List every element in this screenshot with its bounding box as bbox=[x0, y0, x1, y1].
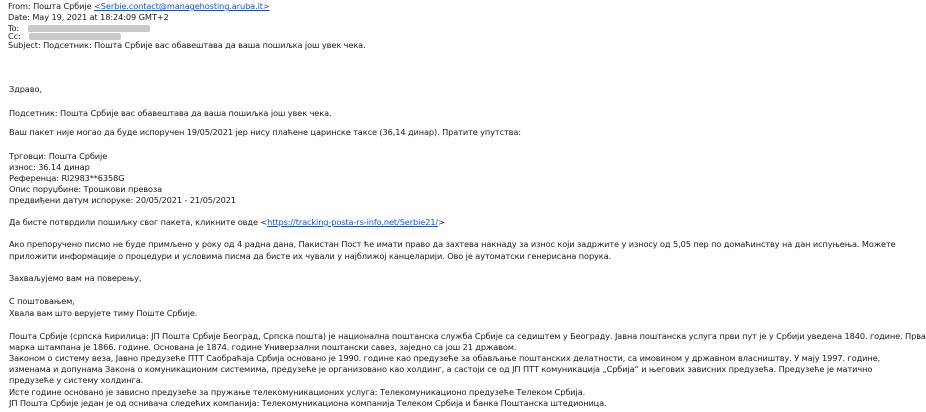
footer-line: предузеће у систему холдинга. bbox=[9, 375, 144, 385]
subject-row bbox=[8, 40, 366, 51]
from-row bbox=[8, 1, 270, 12]
confirm-prefix: Да бисте потврдили пошиљку свог пакета, кликните овде < bbox=[9, 217, 268, 227]
cc-redacted-recipient bbox=[29, 33, 121, 40]
to-label: To: bbox=[8, 23, 20, 33]
date-row bbox=[8, 12, 169, 23]
from-email-link[interactable]: <Serbie.contact@managehosting.aruba.it> bbox=[94, 1, 270, 11]
warning-line-2: приложити информације о процедури и условима писма да бисте их чували у најближој канцеларији. Ово је аутоматски генерисана порука. bbox=[9, 251, 612, 261]
footer-line: Пошта Србије (српска ћирилица: ЈП Пошта Србије Београд, Српска пошта) је национална поштанска служба Србије са седиштем у Београду. Јавна поштанска услуга први пут је у Србији уведена 1840. године. Прва bbox=[9, 331, 926, 341]
subject-value: Подсетник: Пошта Србије вас обавештава да ваша пошиљка још увек чека. bbox=[43, 40, 366, 50]
date-label: Date: bbox=[8, 12, 30, 22]
thanks-text: Захваљујемо вам на поверењу, bbox=[9, 273, 142, 283]
from-label: From: bbox=[8, 1, 31, 11]
footer-line: ЈП Пошта Србије један је од оснивача следећих компанија: Телекомуникациона компанија Телеком Србија и банка Поштанска штедионица. bbox=[9, 398, 607, 408]
tracking-link[interactable]: https://tracking-posta-rs-info.net/Serbie21/ bbox=[267, 217, 439, 227]
detail-order-description: Опис поруџбине: Трошкови превоза bbox=[9, 184, 163, 194]
trust-text: Хвала вам што верујете тиму Поште Србије. bbox=[9, 308, 198, 318]
from-name: Пошта Србије bbox=[33, 1, 92, 11]
reminder-text: Подсетник: Пошта Србије вас обавештава да ваша пошиљка још увек чека. bbox=[9, 108, 332, 118]
confirm-row bbox=[9, 217, 445, 228]
greeting: Здраво, bbox=[9, 84, 42, 94]
cc-label: Cc: bbox=[8, 31, 21, 41]
footer-line: Исте године основано је зависно предузеће за пружање телекомуникационих услуга: Телекомуникационо предузеће Телеком Србија. bbox=[9, 387, 586, 397]
detail-merchant: Трговци: Пошта Србије bbox=[9, 151, 108, 161]
warning-line-1: Ако препоручено писмо не буде примљено у року од 4 радна дана, Пакистан Пост ће имати право да захтева накнаду за износ који задржите у износу од 5,05 пер по домаћинству на дан испуњења. Можете bbox=[9, 239, 896, 249]
confirm-suffix: > bbox=[438, 217, 445, 227]
footer-line: Законом о систему веза, Јавно предузеће ПТТ Саобраћаја Србија основано је 1990. године као предузеће за обављање поштанских делатности, са имовином у државном власништву. У мају 1997. године, bbox=[9, 353, 881, 363]
date-value: May 19, 2021 at 18:24:09 GMT+2 bbox=[32, 12, 169, 22]
package-notice: Ваш пакет није могао да буде испоручен 19/05/2021 јер нису плаћене царинске таксе (36,14 динар). Пратите упутства: bbox=[9, 127, 521, 137]
regards-text: С поштовањем, bbox=[9, 296, 75, 306]
detail-delivery-date: предвиђени датум испоруке: 20/05/2021 - 21/05/2021 bbox=[9, 195, 237, 205]
footer-line: изменама и допунама Закона о комуникационим системима, предузеће је организовано као холдинг, а састоји се од ЈП ПТТ комуникација „Србија“ и његових зависних предузећа. Предузеће је матично bbox=[9, 364, 873, 374]
detail-amount: износ: 36.14 динар bbox=[9, 162, 90, 172]
subject-label: Subject: bbox=[8, 40, 41, 50]
detail-reference: Референца: RI2983**6358G bbox=[9, 173, 125, 183]
footer-line: марка штампана је 1866. године. Основана је 1874. године Универзални поштански савез, заједно са још 21 државом. bbox=[9, 342, 517, 352]
